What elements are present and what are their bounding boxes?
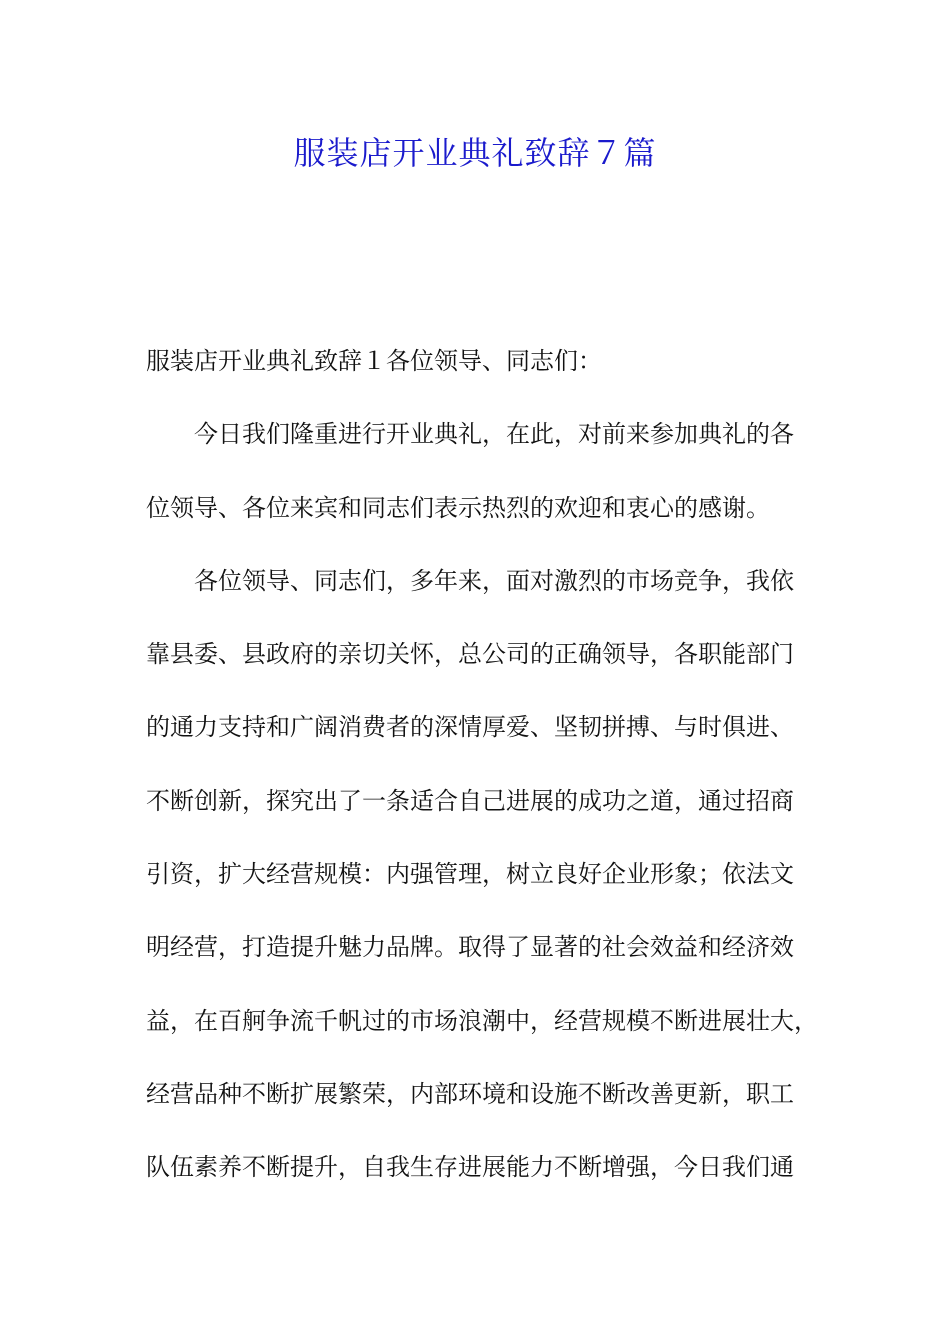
text-line: 不断创新，探究出了一条适合自己进展的成功之道，通过招商	[146, 786, 794, 815]
text-line: 益，在百舸争流千帆过的市场浪潮中，经营规模不断进展壮大，	[146, 1006, 818, 1035]
text-line: 引资，扩大经营规模：内强管理，树立良好企业形象；依法文	[146, 860, 794, 889]
text-line: 今日我们隆重进行开业典礼，在此，对前来参加典礼的各	[194, 420, 794, 449]
text-line: 靠县委、县政府的亲切关怀，总公司的正确领导，各职能部门	[146, 640, 794, 669]
document-body	[146, 336, 818, 1216]
text-line: 各位领导、同志们，多年来，面对激烈的市场竞争，我依	[194, 566, 794, 595]
text-line: 队伍素养不断提升，自我生存进展能力不断增强，今日我们通	[146, 1153, 794, 1182]
text-line: 服装店开业典礼致辞１各位领导、同志们：	[146, 347, 602, 375]
text-line: 明经营，打造提升魅力品牌。取得了显著的社会效益和经济效	[146, 933, 794, 962]
text-line: 位领导、各位来宾和同志们表示热烈的欢迎和衷心的感谢。	[146, 493, 770, 522]
text-line: 经营品种不断扩展繁荣，内部环境和设施不断改善更新，职工	[146, 1079, 794, 1108]
text-line: 的通力支持和广阔消费者的深情厚爱、坚韧拼搏、与时俱进、	[146, 713, 794, 742]
document-title: 服装店开业典礼致辞７篇	[293, 134, 657, 172]
